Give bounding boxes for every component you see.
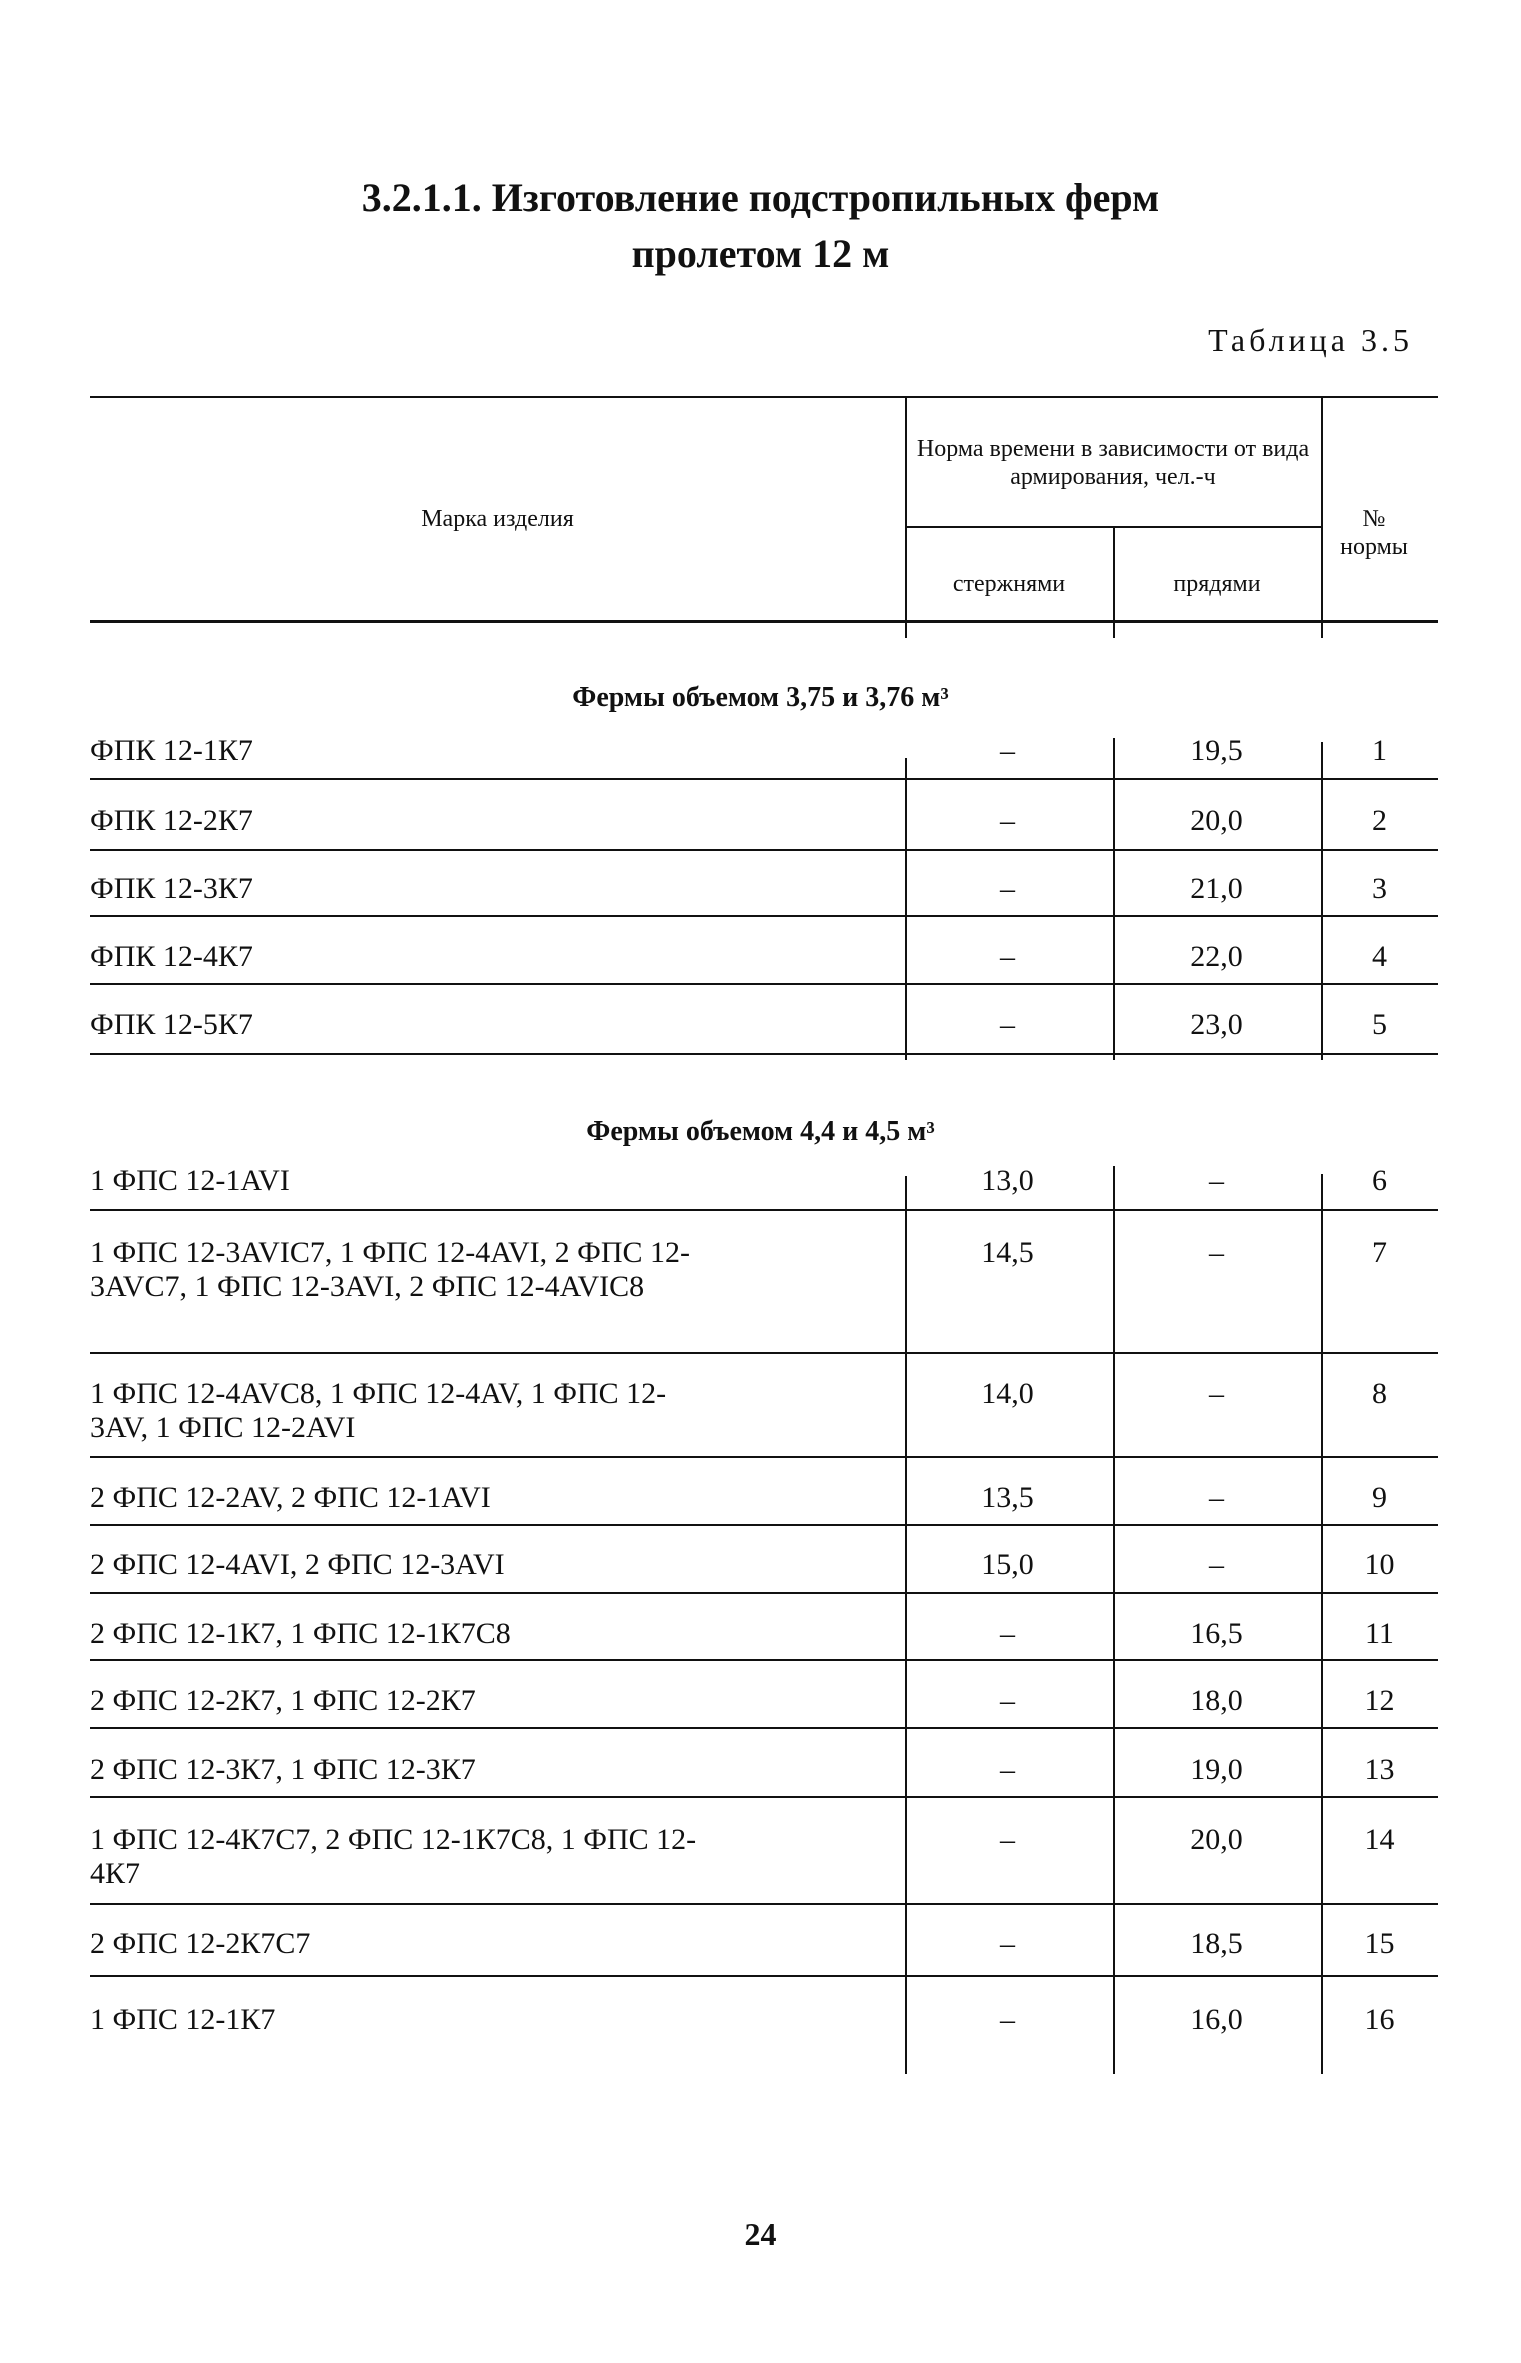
table-row-mark: 2 ФПС 12-1К7, 1 ФПС 12-1К7С8 bbox=[90, 1617, 511, 1650]
table-row-rods: 14,5 bbox=[981, 1236, 1034, 1269]
table-row-num: 5 bbox=[1372, 1008, 1387, 1041]
table-row-num: 13 bbox=[1364, 1753, 1395, 1786]
table-row-num: 4 bbox=[1372, 940, 1387, 973]
table-row-mark: 1 ФПС 12-1К7 bbox=[90, 2003, 276, 2036]
table-row-strands: – bbox=[1209, 1377, 1224, 1410]
table-row-num: 15 bbox=[1364, 1927, 1395, 1960]
table-row-rods: 14,0 bbox=[981, 1377, 1034, 1410]
table-row-mark: ФПК 12-5К7 bbox=[90, 1008, 253, 1041]
table-row-strands: 16,0 bbox=[1190, 2003, 1243, 2036]
table-row-rods: – bbox=[1000, 2003, 1015, 2036]
row-rule bbox=[90, 1975, 1438, 1977]
table-row-rods: – bbox=[1000, 804, 1015, 837]
table-row-mark: 2 ФПС 12-4AVI, 2 ФПС 12-3AVI bbox=[90, 1548, 505, 1581]
table-row-strands: 19,5 bbox=[1190, 734, 1243, 767]
row-rule bbox=[90, 1209, 1438, 1211]
table-row-rods: 13,0 bbox=[981, 1164, 1034, 1197]
row-rule bbox=[90, 1903, 1438, 1905]
table-row-rods: 15,0 bbox=[981, 1548, 1034, 1581]
table-row-strands: – bbox=[1209, 1548, 1224, 1581]
table-row-mark: ФПК 12-4К7 bbox=[90, 940, 253, 973]
section-title: Фермы объемом 4,4 и 4,5 м³ bbox=[586, 1116, 935, 1147]
table-row-strands: 18,5 bbox=[1190, 1927, 1243, 1960]
table-row-mark: 2 ФПС 12-2AV, 2 ФПС 12-1AVI bbox=[90, 1481, 491, 1514]
row-rule bbox=[90, 915, 1438, 917]
table-row-mark: ФПК 12-1К7 bbox=[90, 734, 253, 767]
table-row-mark: 1 ФПС 12-1AVI bbox=[90, 1164, 290, 1197]
table-row-rods: – bbox=[1000, 1008, 1015, 1041]
table-row-num: 7 bbox=[1372, 1236, 1387, 1269]
table-row-mark: 2 ФПС 12-2К7С7 bbox=[90, 1927, 311, 1960]
table-row-mark: 2 ФПС 12-2К7, 1 ФПС 12-2К7 bbox=[90, 1684, 476, 1717]
header-bottom-rule bbox=[90, 620, 1438, 623]
table-row-rods: – bbox=[1000, 734, 1015, 767]
row-rule bbox=[90, 1352, 1438, 1354]
row-rule bbox=[90, 1796, 1438, 1798]
table-row-rods: – bbox=[1000, 1823, 1015, 1856]
row-rule bbox=[90, 1727, 1438, 1729]
table-row-mark: 1 ФПС 12-4AVC8, 1 ФПС 12-4AV, 1 ФПС 12-3AV, 1 ФПС 12-2AVI bbox=[90, 1377, 667, 1444]
table-row-mark: ФПК 12-3К7 bbox=[90, 872, 253, 905]
row-rule bbox=[90, 983, 1438, 985]
header-rods: стержнями bbox=[952, 571, 1066, 597]
table-row-num: 10 bbox=[1364, 1548, 1395, 1581]
table-row-strands: 21,0 bbox=[1190, 872, 1243, 905]
table-row-mark: 2 ФПС 12-3К7, 1 ФПС 12-3К7 bbox=[90, 1753, 476, 1786]
table-row-num: 11 bbox=[1365, 1617, 1394, 1650]
table-row-num: 3 bbox=[1372, 872, 1387, 905]
table-row-rods: – bbox=[1000, 1684, 1015, 1717]
table-row-strands: – bbox=[1209, 1164, 1224, 1197]
header-strands: прядями bbox=[1173, 571, 1261, 597]
table-row-rods: – bbox=[1000, 940, 1015, 973]
header-norm-number: № нормы bbox=[1340, 506, 1408, 560]
row-rule bbox=[90, 849, 1438, 851]
table-row-strands: – bbox=[1209, 1481, 1224, 1514]
table-top-rule bbox=[90, 396, 1438, 398]
table-row-rods: – bbox=[1000, 1753, 1015, 1786]
table-row-num: 12 bbox=[1364, 1684, 1395, 1717]
row-rule bbox=[90, 778, 1438, 780]
table-row-num: 1 bbox=[1372, 734, 1387, 767]
table-row-strands: – bbox=[1209, 1236, 1224, 1269]
table-row-rods: – bbox=[1000, 1617, 1015, 1650]
table-row-mark: 1 ФПС 12-3AVIC7, 1 ФПС 12-4AVI, 2 ФПС 12-3AVC7, 1 ФПС 12-3AVI, 2 ФПС 12-4AVIC8 bbox=[90, 1236, 691, 1303]
table-row-num: 14 bbox=[1364, 1823, 1395, 1856]
page-number: 24 bbox=[744, 2216, 777, 2252]
page-title bbox=[0, 170, 1521, 282]
header-divider bbox=[905, 396, 907, 638]
section-title: Фермы объемом 3,75 и 3,76 м³ bbox=[572, 682, 949, 713]
table-row-mark: ФПК 12-2К7 bbox=[90, 804, 253, 837]
row-rule bbox=[90, 1659, 1438, 1661]
table-row-num: 8 bbox=[1372, 1377, 1387, 1410]
header-mark: Марка изделия bbox=[421, 506, 574, 532]
title-line-2: пролетом 12 м bbox=[631, 231, 890, 276]
row-rule bbox=[90, 1053, 1438, 1055]
table-row-rods: – bbox=[1000, 872, 1015, 905]
table-row-num: 2 bbox=[1372, 804, 1387, 837]
table-row-mark: 1 ФПС 12-4К7С7, 2 ФПС 12-1К7С8, 1 ФПС 12-4К7 bbox=[90, 1823, 697, 1890]
row-rule bbox=[90, 1592, 1438, 1594]
table-row-rods: 13,5 bbox=[981, 1481, 1034, 1514]
table-row-strands: 20,0 bbox=[1190, 804, 1243, 837]
table-row-num: 6 bbox=[1372, 1164, 1387, 1197]
table-row-strands: 16,5 bbox=[1190, 1617, 1243, 1650]
table-row-strands: 20,0 bbox=[1190, 1823, 1243, 1856]
table-row-strands: 18,0 bbox=[1190, 1684, 1243, 1717]
table-row-strands: 22,0 bbox=[1190, 940, 1243, 973]
table-row-strands: 23,0 bbox=[1190, 1008, 1243, 1041]
title-line-1: 3.2.1.1. Изготовление подстропильных ферм bbox=[361, 175, 1160, 220]
row-rule bbox=[90, 1456, 1438, 1458]
table-label: Таблица 3.5 bbox=[1208, 322, 1413, 358]
header-norm-group: Норма времени в зависимости от вида армирования, чел.-ч bbox=[916, 436, 1310, 490]
table-row-rods: – bbox=[1000, 1927, 1015, 1960]
table-row-num: 9 bbox=[1372, 1481, 1387, 1514]
table-row-strands: 19,0 bbox=[1190, 1753, 1243, 1786]
header-divider bbox=[1321, 396, 1323, 638]
table-row-num: 16 bbox=[1364, 2003, 1395, 2036]
row-rule bbox=[90, 1524, 1438, 1526]
